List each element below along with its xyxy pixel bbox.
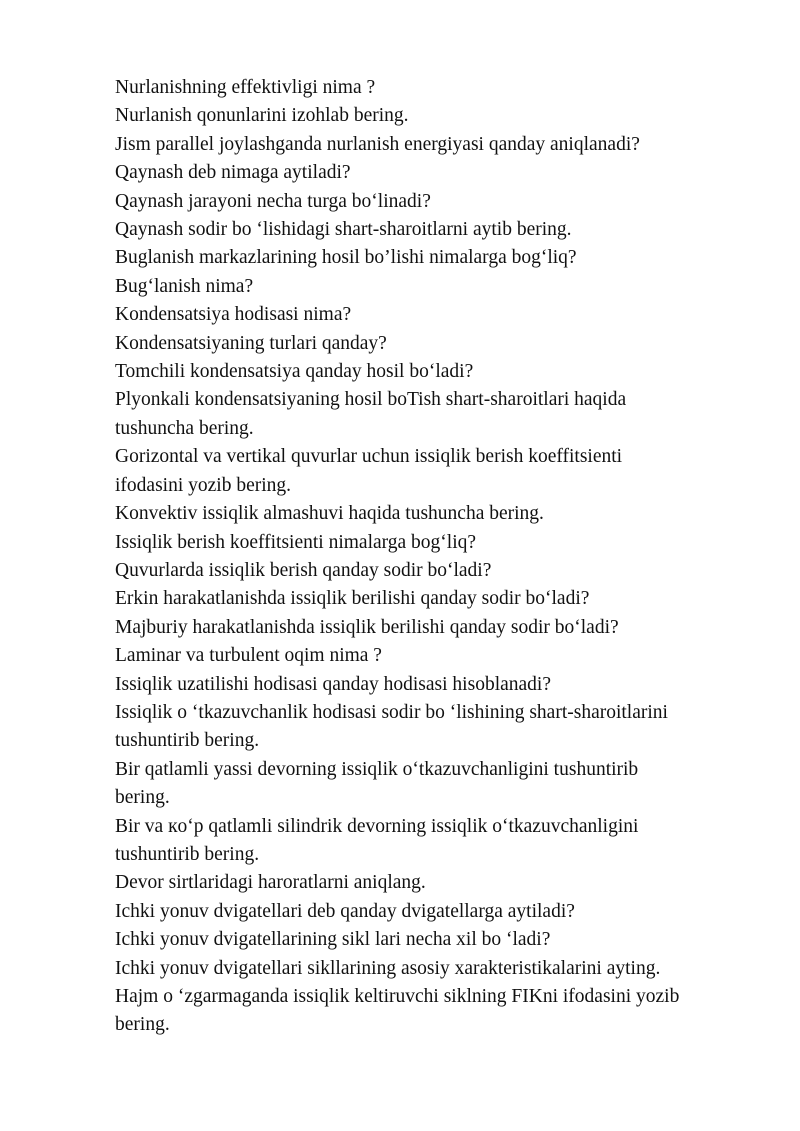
text-line: Tomchili kondensatsiya qanday hosil boʻladi?	[115, 361, 474, 383]
text-line: Ichki yonuv dvigatellarining sikl lari necha xil bo ʻladi?	[115, 929, 551, 951]
text-line: bering.	[115, 787, 170, 809]
text-line: Devor sirtlaridagi haroratlarni aniqlang.	[115, 872, 426, 894]
text-line: Gorizontal va vertikal quvurlar uchun issiqlik berish koeffitsienti	[115, 446, 623, 468]
text-line: Bir qatlamli yassi devorning issiqlik oʻtkazuvchanligini tushuntirib	[115, 758, 639, 780]
text-line: Jism parallel joylashganda nurlanish energiyasi qanday aniqlanadi?	[115, 133, 640, 155]
text-line: Issiqlik berish koeffitsienti nimalarga bogʻliq?	[115, 531, 477, 553]
text-line: Qaynash jarayoni necha turga boʻlinadi?	[115, 190, 431, 212]
text-line: tushuntirib bering.	[115, 843, 260, 865]
text-line: Majburiy harakatlanishda issiqlik berilishi qanday sodir boʻladi?	[115, 616, 619, 638]
text-line: Buglanish markazlarining hosil bo’lishi nimalarga bogʻliq?	[115, 247, 577, 269]
text-line: Hajm o ʻzgarmaganda issiqlik keltiruvchi siklning FIKni ifodasini yozib	[115, 986, 680, 1007]
text-line: Nurlanish qonunlarini izohlab bering.	[115, 105, 409, 127]
text-line: Issiqlik o ʻtkazuvchanlik hodisasi sodir bo ʻlishining shart-sharoitlarini	[115, 701, 668, 723]
text-line: Kondensatsiyaning turlari qanday?	[115, 332, 387, 354]
text-line: Quvurlarda issiqlik berish qanday sodir boʻladi?	[115, 559, 492, 581]
question-list	[115, 74, 755, 1040]
text-line: Ichki yonuv dvigatellari sikllarining asosiy xarakteristikalarini ayting.	[115, 957, 661, 979]
text-line: bering.	[115, 1014, 170, 1036]
text-line: Laminar va turbulent oqim nima ?	[115, 645, 382, 667]
text-line: Kondensatsiya hodisasi nima?	[115, 304, 352, 326]
text-line: tushuncha bering.	[115, 417, 254, 439]
text-line: ifodasini yozib bering.	[115, 474, 292, 496]
text-line: Bugʻlanish nima?	[115, 275, 254, 297]
text-line: Plyonkali kondensatsiyaning hosil boTish shart-sharoitlari haqida	[115, 389, 627, 411]
text-line: Erkin harakatlanishda issiqlik berilishi qanday sodir boʻladi?	[115, 588, 590, 610]
text-line: Konvektiv issiqlik almashuvi haqida tushuncha bering.	[115, 503, 544, 525]
text-line: Qaynash sodir bo ʻlishidagi shart-sharoitlarni aytib bering.	[115, 219, 572, 241]
text-line: Bir va кoʻp qatlamli silindrik devorning issiqlik oʻtkazuvchanligini	[115, 815, 639, 837]
text-line: tushuntirib bering.	[115, 730, 260, 752]
text-line: Ichki yonuv dvigatellari deb qanday dvigatellarga aytiladi?	[115, 900, 575, 922]
text-line: Qaynash deb nimaga aytiladi?	[115, 162, 351, 184]
text-line: Issiqlik uzatilishi hodisasi qanday hodisasi hisoblanadi?	[115, 673, 551, 695]
text-line: Nurlanishning effektivligi nima ?	[115, 77, 376, 98]
